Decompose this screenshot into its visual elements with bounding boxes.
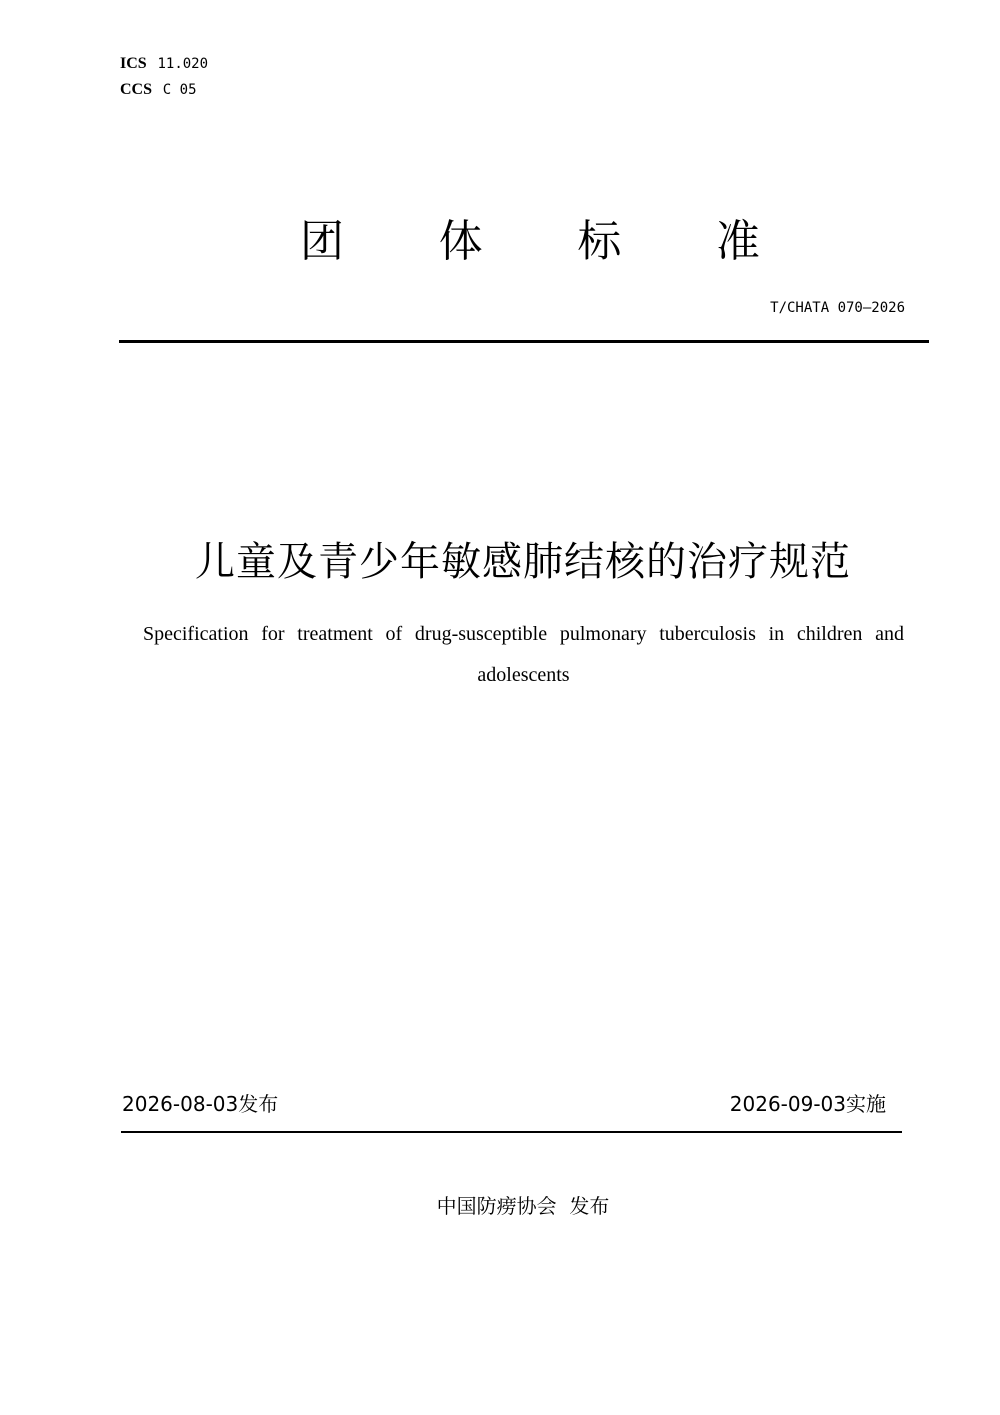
standard-type-char: 准 — [715, 216, 760, 267]
standard-type-char: 标 — [577, 216, 622, 267]
document-title-en: Specification for treatment of drug-susceptible pulmonary tuberculosis in children and adolescents — [143, 623, 904, 686]
publisher: 中国防痨协会 发布 — [436, 1194, 610, 1218]
standard-number: T/CHATA 070—2026 — [770, 300, 905, 316]
document-title-zh: 儿童及青少年敏感肺结核的治疗规范 — [195, 539, 851, 585]
footer-divider — [121, 1131, 902, 1133]
ccs-label: CCS — [120, 81, 153, 98]
ics-value: 11.020 — [157, 56, 209, 72]
ics-code — [120, 53, 208, 74]
standard-type-heading — [300, 212, 760, 272]
standard-type-char: 团 — [300, 216, 344, 267]
implementation-date: 2026-09-03实施 — [729, 1092, 886, 1116]
standard-type-char: 体 — [438, 216, 483, 267]
header-divider — [119, 340, 929, 343]
issue-date: 2026-08-03发布 — [122, 1092, 279, 1116]
ccs-code — [120, 79, 197, 100]
ics-label: ICS — [120, 55, 147, 72]
ccs-value: C 05 — [162, 82, 197, 98]
